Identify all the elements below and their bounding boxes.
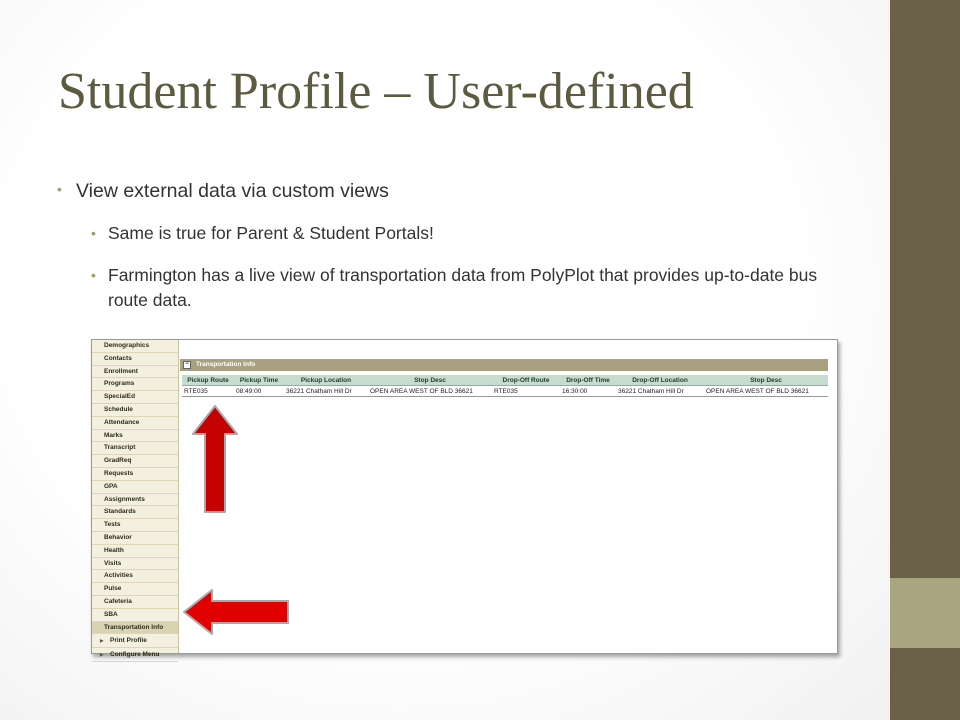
sidebar-item-transcript[interactable]: Transcript [92, 442, 178, 455]
sidebar-nav [92, 340, 179, 659]
sidebar-item-activities[interactable]: Activities [92, 570, 178, 583]
table-cell: RTE035 [492, 386, 560, 397]
sidebar-item-specialed[interactable]: SpecialEd [92, 391, 178, 404]
table-cell: RTE035 [182, 386, 234, 397]
print-profile-link[interactable] [92, 634, 178, 648]
table-cell: 16:30:00 [560, 386, 616, 397]
bullet-dot: • [91, 267, 96, 283]
collapse-icon[interactable]: − [183, 361, 191, 369]
sidebar-item-transportation-info[interactable]: Transportation Info [92, 622, 178, 635]
table-cell: OPEN AREA WEST OF BLD 36621 [704, 386, 828, 397]
sidebar-item-enrollment[interactable]: Enrollment [92, 366, 178, 379]
sidebar-item-tests[interactable]: Tests [92, 519, 178, 532]
bullet-dot: • [91, 225, 96, 241]
table-cell: 08:49:00 [234, 386, 284, 397]
column-header[interactable]: Stop Desc [368, 375, 492, 386]
bullet-dot: • [57, 181, 62, 197]
bullet-sub-2 [91, 263, 828, 313]
sidebar-item-requests[interactable]: Requests [92, 468, 178, 481]
column-header[interactable]: Pickup Route [182, 375, 234, 386]
sidebar-nav-list [92, 340, 178, 634]
decor-bar-middle [890, 578, 960, 648]
table-body [182, 386, 828, 397]
table-header-row [182, 375, 828, 386]
bullet-main [57, 180, 389, 203]
sidebar-item-sba[interactable]: SBA [92, 609, 178, 622]
decor-bar-top [890, 0, 960, 578]
sidebar-item-contacts[interactable]: Contacts [92, 353, 178, 366]
sidebar-item-assignments[interactable]: Assignments [92, 494, 178, 507]
transportation-panel-header[interactable] [180, 359, 828, 371]
table-cell: 36221 Chatham Hill Dr [284, 386, 368, 397]
bullet-sub-1-text: Same is true for Parent & Student Portals! [108, 223, 434, 243]
sidebar-item-gradreq[interactable]: GradReq [92, 455, 178, 468]
column-header[interactable]: Stop Desc [704, 375, 828, 386]
column-header[interactable]: Drop-Off Time [560, 375, 616, 386]
bullet-main-text: View external data via custom views [76, 180, 389, 202]
sidebar-item-schedule[interactable]: Schedule [92, 404, 178, 417]
bullet-sub-2-text: Farmington has a live view of transportation data from PolyPlot that provides up-to-date bus route data. [108, 265, 818, 310]
sidebar-item-attendance[interactable]: Attendance [92, 417, 178, 430]
bullet-sub-1 [91, 221, 828, 246]
table-row [182, 386, 828, 397]
sidebar-item-standards[interactable]: Standards [92, 506, 178, 519]
column-header[interactable]: Drop-Off Route [492, 375, 560, 386]
column-header[interactable]: Pickup Time [234, 375, 284, 386]
sidebar-item-marks[interactable]: Marks [92, 430, 178, 443]
sidebar-item-visits[interactable]: Visits [92, 558, 178, 571]
sidebar-item-programs[interactable]: Programs [92, 378, 178, 391]
sidebar-item-demographics[interactable]: Demographics [92, 340, 178, 353]
slide-title: Student Profile – User-defined [58, 63, 694, 120]
arrow-up-icon [191, 404, 239, 516]
sidebar-item-gpa[interactable]: GPA [92, 481, 178, 494]
column-header[interactable]: Pickup Location [284, 375, 368, 386]
configure-menu-link[interactable] [92, 648, 178, 662]
table-cell: 36221 Chatham Hill Dr [616, 386, 704, 397]
transportation-table [182, 375, 828, 397]
sidebar-item-cafeteria[interactable]: Cafeteria [92, 596, 178, 609]
sidebar-item-behavior[interactable]: Behavior [92, 532, 178, 545]
arrow-left-icon [182, 588, 292, 636]
sidebar-item-pulse[interactable]: Pulse [92, 583, 178, 596]
configure-menu-label: Configure Menu [110, 651, 160, 659]
table-cell: OPEN AREA WEST OF BLD 36621 [368, 386, 492, 397]
sidebar-item-health[interactable]: Health [92, 545, 178, 558]
decor-bar-bottom [890, 648, 960, 720]
panel-title: Transportation Info [196, 361, 256, 368]
column-header[interactable]: Drop-Off Location [616, 375, 704, 386]
print-profile-label: Print Profile [110, 637, 147, 645]
